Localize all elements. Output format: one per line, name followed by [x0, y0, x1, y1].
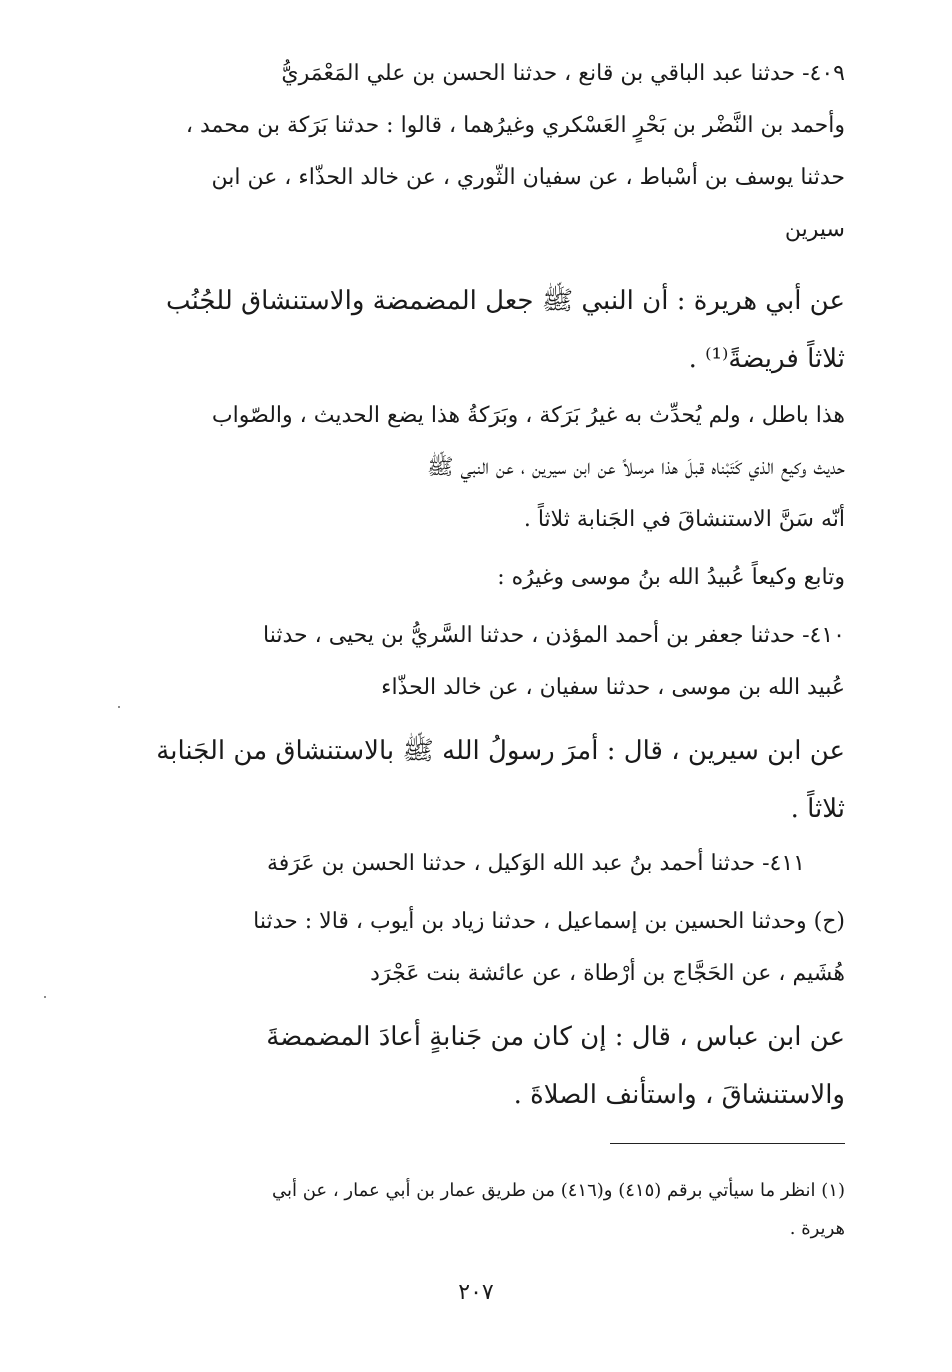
footnote-separator [610, 1143, 845, 1144]
scan-speck [118, 706, 120, 708]
hadith-410-matn [140, 722, 845, 838]
text-line: ٤٠٩- حدثنا عبد الباقي بن قانع ، حدثنا الحسن بن علي المَعْمَريُّ [281, 61, 845, 86]
hadith-409-matn [140, 272, 845, 388]
text-line: حدثنا يوسف بن أسْباط ، عن سفيان الثّوري ، عن خالد الحذّاء ، عن ابن [211, 165, 845, 190]
text-line: عن ابن سيرين ، قال : أمرَ رسولُ الله ﷺ بالاستنشاق من الجَنابة [156, 736, 845, 766]
text-line: ٤١٠- حدثنا جعفر بن أحمد المؤذن ، حدثنا السَّريُّ بن يحيى ، حدثنا [263, 623, 845, 648]
text-line: عُبيد الله بن موسى ، حدثنا سفيان ، عن خالد الحذّاء [381, 675, 845, 700]
text-line: سيرين [784, 217, 845, 242]
footnote-line: (١) انظر ما سيأتي برقم (٤١٥) و(٤١٦) من طريق عمار بن أبي عمار ، عن أبي [271, 1180, 845, 1201]
text-line: هذا باطل ، ولم يُحدِّث به غيرُ بَرَكة ، وبَرَكةُ هذا يضع الحديث ، والصّواب [211, 403, 845, 428]
text-line: ٤١١- حدثنا أحمد بنُ عبد الله الوَكيل ، حدثنا الحسن بن عَرَفة [267, 851, 805, 876]
hadith-411-heading [140, 838, 845, 890]
text-line: وتابع وكيعاً عُبيدُ الله بنُ موسى وغيرُه : [497, 565, 845, 590]
hadith-409-isnad [140, 48, 845, 256]
hadith-411-matn [140, 1008, 845, 1124]
page-number: ٢٠٧ [458, 1280, 494, 1305]
text-line: وأحمد بن النَّضْر بن بَحْرٍ العَسْكري وغيرُهما ، قالوا : حدثنا بَرَكة بن محمد ، [185, 113, 845, 138]
footnote-line: هريرة . [789, 1218, 845, 1239]
text-line: ثلاثاً . [790, 794, 845, 824]
hadith-409-commentary [140, 390, 845, 546]
footnote [140, 1172, 845, 1248]
hadith-410-isnad [140, 610, 845, 714]
text-line: والاستنشاقَ ، واستأنف الصلاةَ . [513, 1080, 845, 1110]
text-line: عن ابن عباس ، قال : إن كان من جَنابةٍ أعادَ المضمضةَ [266, 1022, 845, 1052]
text-line: ثلاثاً فريضةً⁽¹⁾ . [688, 344, 845, 374]
text-line: حديث وكيع الذي كَتَبْناه قبلَ هذا مرسلاً عن ابن سيرين ، عن النبي ﷺ [426, 455, 845, 480]
text-line: عن أبي هريرة : أن النبي ﷺ جعل المضمضة والاستنشاق للجُنُب [166, 286, 845, 316]
scan-speck [44, 996, 46, 998]
text-line: هُشَيم ، عن الحَجَّاج بن أرْطاة ، عن عائشة بنت عَجْرَد [370, 961, 845, 986]
text-line: أنّه سَنَّ الاستنشاقَ في الجَنابة ثلاثاً . [523, 507, 845, 532]
hadith-411-isnad [140, 896, 845, 1000]
follow-up-note [140, 552, 845, 604]
text-line: (ح) وحدثنا الحسين بن إسماعيل ، حدثنا زياد بن أيوب ، قالا : حدثنا [253, 909, 845, 934]
